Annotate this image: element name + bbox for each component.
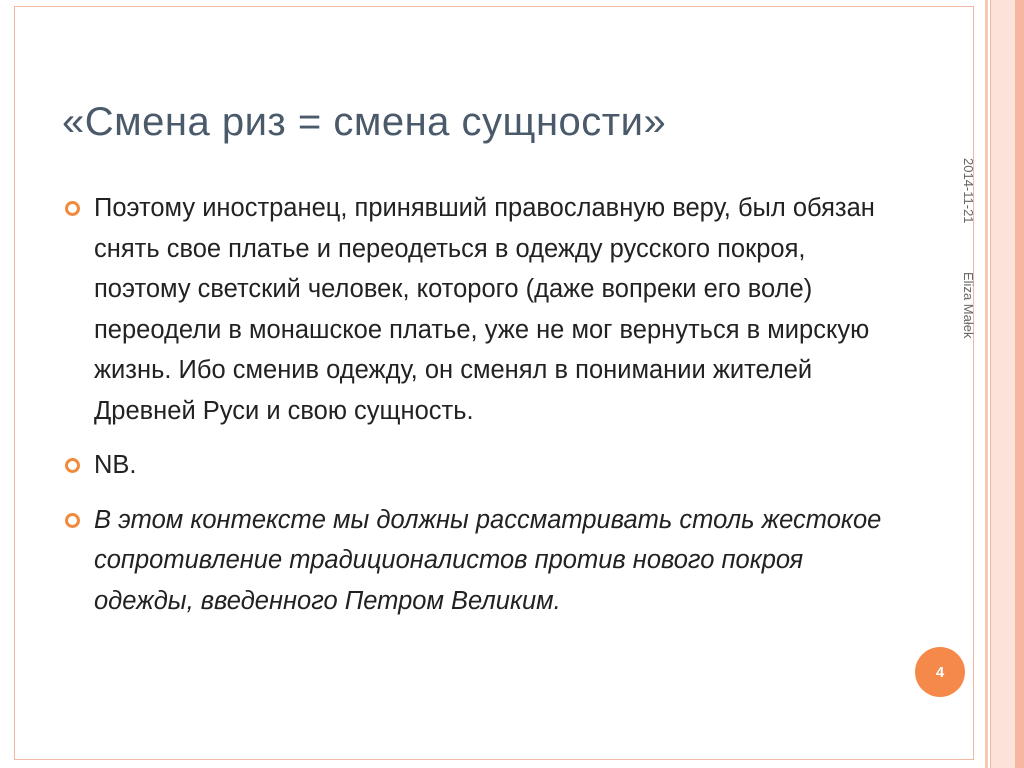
bullet-text: Поэтому иностранец, принявший православную веру, был обязан снять свое платье и переодеться в одежду русского покроя, поэтому светский человек, которого (даже вопреки его воле) переодели в монашское платье, уже не мог вернуться в мирскую жизнь. Ибо сменив одежду, он сменял в понимании жителей Древней Руси и свою сущность. (94, 194, 875, 425)
bullet-list (62, 188, 892, 635)
footer-date: 2014-11-21 (961, 158, 976, 224)
bullet-circle-icon (65, 201, 80, 216)
slide-title: «Смена риз = смена сущности» (62, 100, 667, 144)
bullet-circle-icon (65, 458, 80, 473)
bullet-item (62, 188, 892, 431)
bullet-text: NB. (94, 451, 137, 479)
bullet-item (62, 500, 892, 622)
decor-stripe (985, 0, 988, 768)
decor-stripe (1016, 0, 1024, 768)
decor-stripe (990, 0, 1016, 768)
bullet-circle-icon (65, 513, 80, 528)
page-number-badge: 4 (915, 647, 965, 697)
bullet-item (62, 445, 892, 486)
bullet-text: В этом контексте мы должны рассматривать столь жестокое сопротивление традиционалистов против нового покроя одежды, введенного Петром Великим. (94, 505, 882, 615)
footer-author: Eliza Małek (961, 272, 976, 339)
